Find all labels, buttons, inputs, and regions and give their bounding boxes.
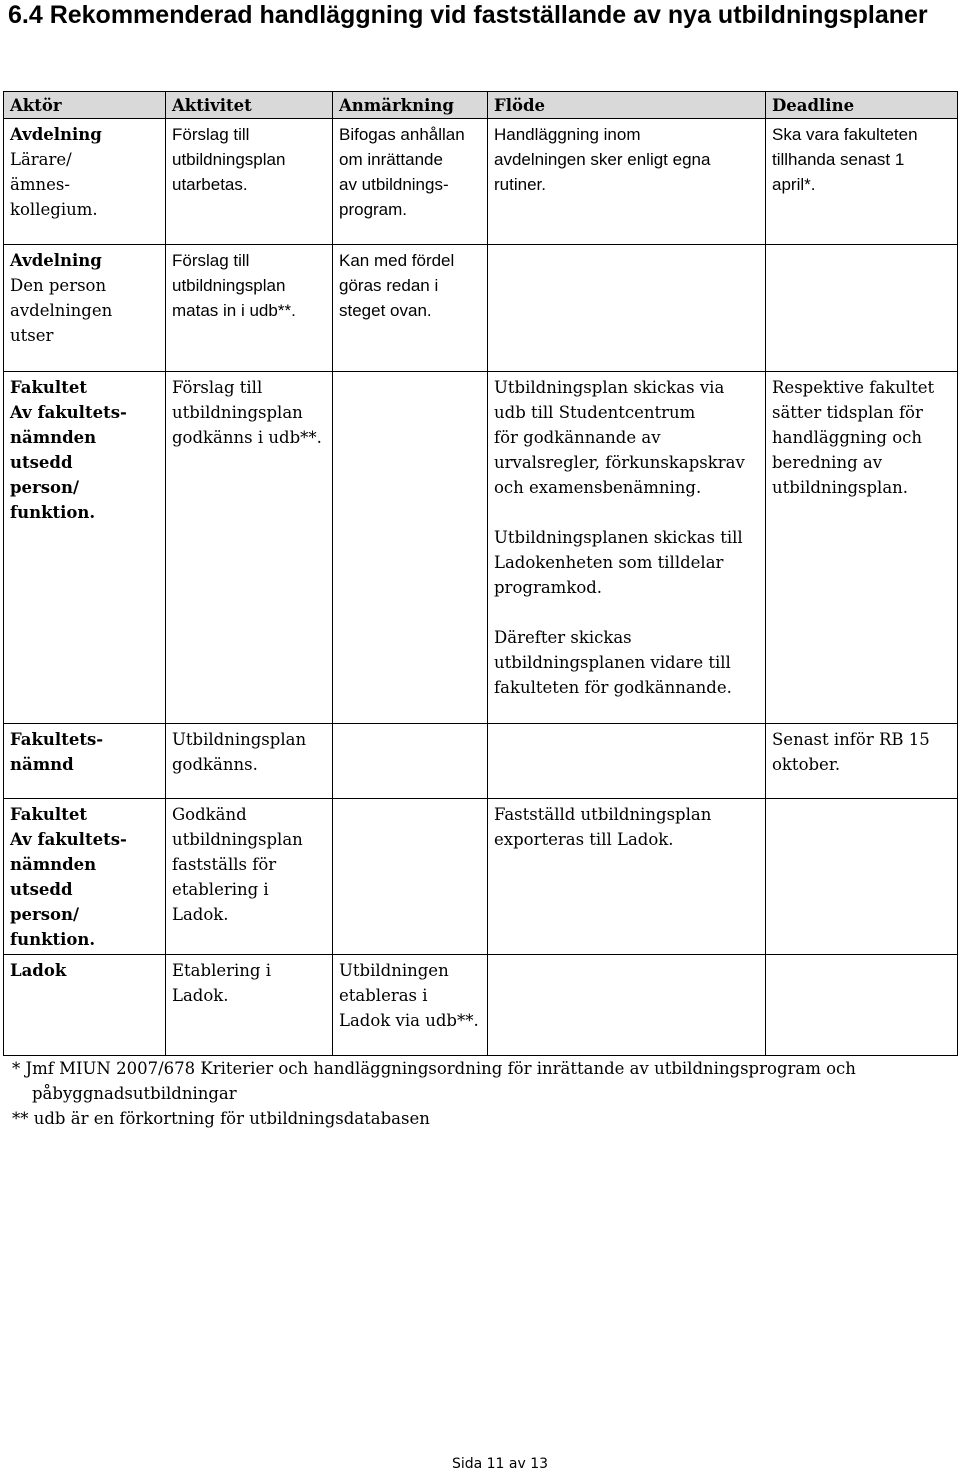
deadline-cell [766,955,958,1056]
table-row [4,724,958,799]
aktivitet-cell: Etablering i Ladok. [166,955,333,1056]
table-row [4,119,958,245]
deadline-cell: Senast inför RB 15 oktober. [766,724,958,799]
flode-cell: Fastställd utbildningsplan exporteras till Ladok. [488,799,766,955]
aktor-role: Ladok [10,961,67,980]
deadline-cell [766,245,958,372]
aktor-cell [4,955,166,1056]
aktor-cell [4,372,166,724]
aktor-detail: Av fakultets- nämnden utsedd person/ funktion. [10,403,127,522]
table-row [4,372,958,724]
aktor-cell [4,245,166,372]
footnote-1-line-2: påbyggnadsutbildningar [32,1084,237,1103]
header-flode: Flöde [488,92,766,119]
table-row [4,245,958,372]
aktivitet-cell: Förslag till utbildningsplan utarbetas. [166,119,333,245]
anmarkning-cell [333,724,488,799]
footnote-2: ** udb är en förkortning för utbildningsdatabasen [12,1109,430,1128]
aktor-cell [4,799,166,955]
flode-cell [488,724,766,799]
footnote-1-line-1: * Jmf MIUN 2007/678 Kriterier och handläggningsordning för inrättande av utbildningsprogram och [12,1059,856,1078]
aktor-detail: Lärare/ ämnes- kollegium. [10,150,98,219]
header-anmarkning: Anmärkning [333,92,488,119]
aktivitet-cell: Förslag till utbildningsplan godkänns i udb**. [166,372,333,724]
flode-cell [488,245,766,372]
aktor-detail: Av fakultets- nämnden utsedd person/ funktion. [10,830,127,949]
anmarkning-cell: Utbildningen etableras i Ladok via udb**. [333,955,488,1056]
aktivitet-cell: Förslag till utbildningsplan matas in i udb**. [166,245,333,372]
table-header-row [4,92,958,119]
table-row [4,799,958,955]
aktivitet-cell: Godkänd utbildningsplan fastställs för etablering i Ladok. [166,799,333,955]
header-deadline: Deadline [766,92,958,119]
aktivitet-cell: Utbildningsplan godkänns. [166,724,333,799]
flode-cell [488,955,766,1056]
anmarkning-cell [333,372,488,724]
anmarkning-cell [333,799,488,955]
aktor-cell [4,119,166,245]
page-heading: 6.4 Rekommenderad handläggning vid fastställande av nya utbildningsplaner [8,1,928,29]
flode-cell: Handläggning inom avdelningen sker enligt egna rutiner. [488,119,766,245]
aktor-role: Fakultet [10,378,87,397]
footnote-1 [12,1056,912,1106]
header-aktor: Aktör [4,92,166,119]
page-number: Sida 11 av 13 [451,1456,549,1472]
aktor-role: Fakultets-nämnd [10,730,104,774]
deadline-cell [766,799,958,955]
handling-table [3,91,958,1056]
table-row [4,955,958,1056]
flode-cell: Utbildningsplan skickas via udb till Studentcentrum för godkännande av urvalsregler, förkunskapskrav och examensbenämning. Utbildningsplanen skickas till Ladokenheten som tilldelar programkod. Därefter skickas utbildningsplanen vidare till fakulteten för godkännande. [488,372,766,724]
header-aktivitet: Aktivitet [166,92,333,119]
anmarkning-cell: Bifogas anhållan om inrättande av utbildnings- program. [333,119,488,245]
deadline-cell: Respektive fakultet sätter tidsplan för handläggning och beredning av utbildningsplan. [766,372,958,724]
aktor-role: Fakultet [10,805,87,824]
footnotes [12,1056,912,1131]
aktor-cell [4,724,166,799]
aktor-role: Avdelning [10,125,102,144]
anmarkning-cell: Kan med fördel göras redan i steget ovan. [333,245,488,372]
aktor-role: Avdelning [10,251,102,270]
aktor-detail: Den person avdelningen utser [10,276,113,345]
deadline-cell: Ska vara fakulteten tillhanda senast 1 april*. [766,119,958,245]
